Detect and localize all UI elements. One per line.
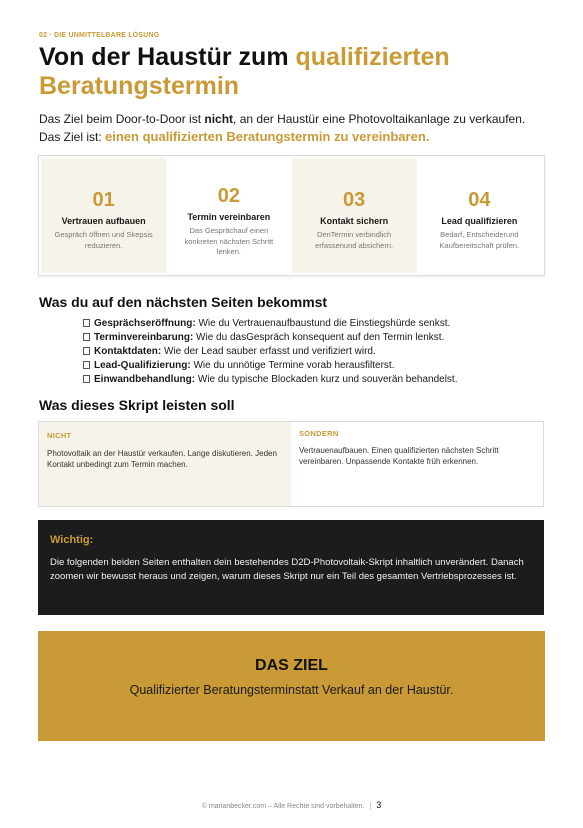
checkbox-icon [83, 319, 90, 327]
intro-line2 [39, 128, 549, 146]
intro-line1-bold: nicht [204, 112, 234, 126]
notice-title: Wichtig: [50, 534, 94, 546]
list-item [83, 345, 553, 359]
eyebrow-label: DIE UNMITTELBARE LÖSUNG [54, 32, 160, 39]
footer-copyright: © marianbecker.com – Alle Rechte sind vorbehalten. [201, 803, 365, 810]
list-item [83, 331, 553, 345]
step-card-3 [292, 158, 417, 273]
list-item-text: Wie du unnötige Termine vorab herausfilterst. [190, 360, 395, 371]
instead-label: SONDERN [299, 429, 339, 438]
step-title: Vertrauen aufbauen [61, 216, 146, 226]
contents-list [83, 317, 553, 387]
list-item-term: Kontaktdaten: [94, 346, 162, 357]
intro-text [39, 111, 549, 146]
step-number: 02 [217, 185, 240, 207]
intro-line2-a: Das Ziel ist: [39, 130, 106, 144]
list-item-term: Lead-Qualifizierung: [94, 360, 191, 371]
step-card-2 [166, 158, 291, 273]
step-card-1 [41, 158, 166, 273]
checkbox-icon [83, 375, 90, 383]
checkbox-icon [83, 347, 90, 355]
step-card-4 [417, 158, 542, 273]
list-item [83, 359, 553, 373]
list-item-term: Gesprächseröffnung: [94, 318, 196, 329]
step-title: Lead qualifizieren [441, 216, 518, 226]
list-item-text: Wie der Lead sauber erfasst und verifiziert wird. [161, 346, 376, 357]
eyebrow-number: 02 [39, 32, 48, 39]
intro-line2-highlight: einen qualifizierten Beratungstermin zu vereinbaren. [105, 129, 430, 144]
goal-title: DAS ZIEL [255, 657, 328, 674]
step-title: Kontakt sichern [320, 216, 389, 226]
checkbox-icon [83, 333, 90, 341]
list-item [83, 373, 553, 387]
step-desc: DenTermin verbindlich erfassenund absichern. [315, 230, 394, 250]
step-number: 03 [343, 189, 366, 211]
list-item-term: Einwandbehandlung: [94, 374, 196, 385]
notice-body: Die folgenden beiden Seiten enthalten dein bestehendes D2D-Photovoltaik-Skript inhaltlich unverändert. Danach zoomen wir bewusst heraus und zeigen, warum dieses Skript nur ein Teil des gesamten Vertriebsprozesses ist. [50, 557, 524, 582]
list-item-text: Wie du Vertrauenaufbaustund die Einstiegshürde senkst. [195, 318, 451, 329]
list-item-text: Wie du dasGespräch konsequent auf den Termin lenkst. [193, 332, 445, 343]
step-desc: Das Gesprächauf einen konkreten nächsten Schritt lenken. [184, 226, 274, 256]
page-footer [0, 800, 583, 810]
step-desc: Bedarf, Entscheiderund Kaufbereitschaft prüfen. [439, 230, 520, 250]
goal-box [38, 631, 545, 741]
not-label: NICHT [47, 431, 72, 440]
instead-column [291, 422, 543, 506]
list-item-term: Terminvereinbarung: [94, 332, 194, 343]
footer-separator: | [369, 803, 372, 810]
section-heading-purpose: Was dieses Skript leisten soll [39, 397, 235, 413]
page-title [39, 43, 559, 101]
intro-line1 [39, 111, 549, 128]
step-number: 01 [92, 189, 115, 211]
page-number: 3 [376, 800, 382, 810]
goal-subtitle: Qualifizierter Beratungsterminstatt Verkauf an der Haustür. [129, 683, 454, 697]
instead-text: Vertrauenaufbauen. Einen qualifizierten nächsten Schritt vereinbaren. Unpassende Kontakte früh erkennen. [299, 446, 499, 466]
section-heading-contents: Was du auf den nächsten Seiten bekommst [39, 294, 328, 310]
eyebrow [39, 32, 159, 39]
intro-line1-b: , an der Haustür eine Photovoltaikanlage zu verkaufen. [233, 112, 526, 126]
intro-line1-a: Das Ziel beim Door-to-Door ist [39, 112, 205, 126]
list-item-text: Wie du typische Blockaden kurz und souverän behandelst. [195, 374, 458, 385]
title-part1: Von der Haustür zum [39, 43, 296, 71]
checkbox-icon [83, 361, 90, 369]
not-column [39, 422, 291, 506]
title-highlight: qualifizierten Beratungstermin [39, 43, 450, 100]
eyebrow-separator: · [49, 32, 52, 39]
steps-panel [38, 155, 545, 276]
step-title: Termin vereinbaren [187, 212, 271, 222]
step-desc: Gespräch öffnen und Skepsis reduzieren. [54, 230, 153, 250]
step-number: 04 [468, 189, 491, 211]
notice-box [38, 520, 544, 615]
list-item [83, 317, 553, 331]
comparison-panel [38, 421, 544, 507]
not-text: Photovoltaik an der Haustür verkaufen. Lange diskutieren. Jeden Kontakt unbedingt zum Termin machen. [47, 449, 277, 469]
